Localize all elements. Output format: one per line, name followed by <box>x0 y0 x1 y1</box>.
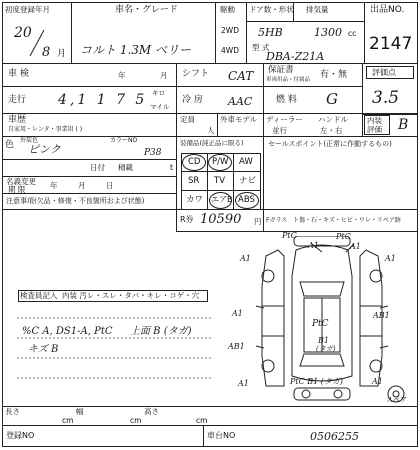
diagram-mark: A1 <box>385 254 396 263</box>
diagram-mark: A1 <box>240 254 251 263</box>
color-value: ピンク <box>28 143 61 156</box>
cell-history <box>2 113 177 137</box>
equipment-leather: カワ <box>186 195 204 205</box>
notes-label: 注意事項(欠品・修復・不良箇所および状態) <box>6 197 145 205</box>
history-label: 車歴 <box>8 115 27 125</box>
shaken-year-unit: 年 <box>118 71 126 80</box>
handle-options: 左・右 <box>320 126 343 135</box>
displacement-value: 1300 <box>314 26 342 39</box>
color-no-label: カラーNO <box>110 137 138 144</box>
width-cm: cm <box>130 416 142 425</box>
interior-sub: 評価 <box>367 125 382 134</box>
inspector-label: 検査員記入 <box>20 291 58 300</box>
foreign-model-label: 外車モデル <box>220 115 258 124</box>
date-label: 日付 <box>90 163 105 172</box>
name-change-year: 年 <box>50 181 58 190</box>
fuel-label: 燃 料 <box>276 95 297 105</box>
km-unit: キロ <box>152 89 165 97</box>
diagram-mark: A1 <box>350 242 361 251</box>
equipment-pw: P/W <box>212 157 229 167</box>
circle-mark <box>235 192 259 209</box>
diagram-mark: PtC B1 (タガ) <box>290 377 344 386</box>
auction-no: 2147 <box>369 34 413 54</box>
drive-label: 駆動 <box>220 5 235 14</box>
name-change-sub: 期 限 <box>8 185 26 194</box>
chassis-value: 0506255 <box>310 430 359 443</box>
recycle-label: R券 <box>180 215 194 224</box>
fuel-value: G <box>326 90 338 108</box>
color-sub: 外装色 <box>20 137 39 144</box>
shift-value: CAT <box>228 69 254 83</box>
sales-point-label: セールスポイント(正常に作動するもの) <box>268 140 392 148</box>
diagram-mark: PtC <box>312 319 329 329</box>
cell-displacement <box>293 2 365 22</box>
length-cm: cm <box>62 416 74 425</box>
warranty-options: 有・無 <box>320 70 348 80</box>
load-label: 積載 <box>118 163 133 172</box>
first-reg-label: 初度登録年月 <box>5 5 50 14</box>
inspector-items: 内装 汚レ・スレ・タバ・キレ・コゲ・穴 <box>62 291 200 300</box>
diagram-mark: A1 <box>308 241 319 250</box>
interior-label: 内装 <box>367 116 382 125</box>
car-name: コルト 1.3M ベリー <box>80 43 192 57</box>
drive-2wd: 2WD <box>221 26 239 35</box>
history-sub: 自家用・レンタ・事業用 ( ) <box>8 126 83 133</box>
cc-unit: cc <box>348 29 357 38</box>
score-value: 3.5 <box>372 88 400 108</box>
spare-label: スペア <box>386 396 407 404</box>
diagram-mark: A1 <box>232 309 243 318</box>
note-line-1: %C A, DS1-A, PtC <box>22 326 113 337</box>
diagram-mark: AB1 <box>228 342 245 351</box>
equipment-aw: AW <box>239 157 253 167</box>
equipment-cd: CD <box>188 157 201 167</box>
circle-mark <box>209 192 232 209</box>
shift-label: シフト <box>182 69 210 79</box>
model-code: DBA-Z21A <box>266 50 325 63</box>
shaken-month-unit: 月 <box>160 71 168 80</box>
ac-value: AAC <box>228 95 253 108</box>
mileage-value: 4,1 1 7 5 <box>58 92 148 108</box>
diagram-mark: PtC <box>282 231 297 240</box>
reg-month: 8 <box>42 45 51 60</box>
width-label: 幅 <box>76 407 84 416</box>
model-label: 型 式 <box>252 43 270 52</box>
door-label: ドア数・形状 <box>249 5 294 14</box>
mile-unit: マイル <box>150 103 170 111</box>
circle-mark <box>182 154 206 171</box>
displacement-label: 排気量 <box>306 5 329 14</box>
length-label: 長さ <box>5 407 20 416</box>
equipment-navi: ナビ <box>239 176 257 186</box>
shaken-label: 車 検 <box>8 69 29 79</box>
height-cm: cm <box>196 416 208 425</box>
capacity-label: 定員 <box>180 115 195 124</box>
car-name-label: 車名・グレード <box>115 5 179 15</box>
drive-4wd: 4WD <box>221 46 239 55</box>
name-change-day: 日 <box>106 181 114 190</box>
equipment-sr: SR <box>188 176 200 186</box>
note-line-1b: 上面 B (タガ) <box>130 326 192 337</box>
recycle-unit: 円 <box>254 217 262 226</box>
diagram-mark: PtC <box>336 232 351 241</box>
ac-label: 冷 房 <box>182 95 203 105</box>
fglass-items: ト傷・石・キズ・ヒビ・ワレ・リペア跡 <box>293 217 401 224</box>
doors-value: 5HB <box>258 26 283 39</box>
month-unit: 月 <box>57 49 67 59</box>
dealer-label: ディーラー <box>266 115 303 124</box>
mileage-label: 走行 <box>8 95 27 105</box>
diagram-mark: (タガ) <box>316 345 336 353</box>
recycle-value: 10590 <box>200 212 242 227</box>
chassis-label: 車台NO <box>207 431 236 440</box>
diagram-mark: A1 <box>372 377 383 386</box>
dealer-sub: 並行 <box>272 126 287 135</box>
load-unit: t <box>170 163 173 172</box>
circle-mark <box>208 154 232 171</box>
fglass-label: Fガラス <box>266 217 288 224</box>
name-change-month: 月 <box>78 181 86 190</box>
diagram-mark: AB1 <box>373 311 390 320</box>
handle-label: ハンドル <box>318 115 348 124</box>
warranty-sub: 車両用品・付属品 <box>266 77 311 83</box>
note-lines <box>15 310 215 400</box>
score-label: 評価点 <box>372 68 396 77</box>
name-change-label: 名義変更 <box>6 177 36 186</box>
reg-no-label: 登録NO <box>6 431 35 440</box>
equipment-airbag: エアB <box>211 195 233 204</box>
capacity-unit: 人 <box>207 126 215 135</box>
warranty-label: 保証書 <box>268 65 294 75</box>
equipment-tv: TV <box>214 176 226 186</box>
color-label: 色 <box>5 140 15 150</box>
interior-value: B <box>398 117 409 133</box>
diagram-mark: A1 <box>238 379 249 388</box>
auction-no-label: 出品NO. <box>370 5 405 15</box>
note-line-2: キズ B <box>28 344 59 355</box>
reg-year: 20 <box>14 25 32 41</box>
equipment-label: 装備品(純正品に限る) <box>180 139 244 147</box>
height-label: 高さ <box>144 407 159 416</box>
equipment-grid <box>181 153 261 210</box>
equipment-abs: ABS <box>238 195 255 205</box>
reg-slash <box>28 28 46 58</box>
color-no-value: P38 <box>144 148 162 158</box>
diagram-mark: B1 <box>318 336 329 345</box>
